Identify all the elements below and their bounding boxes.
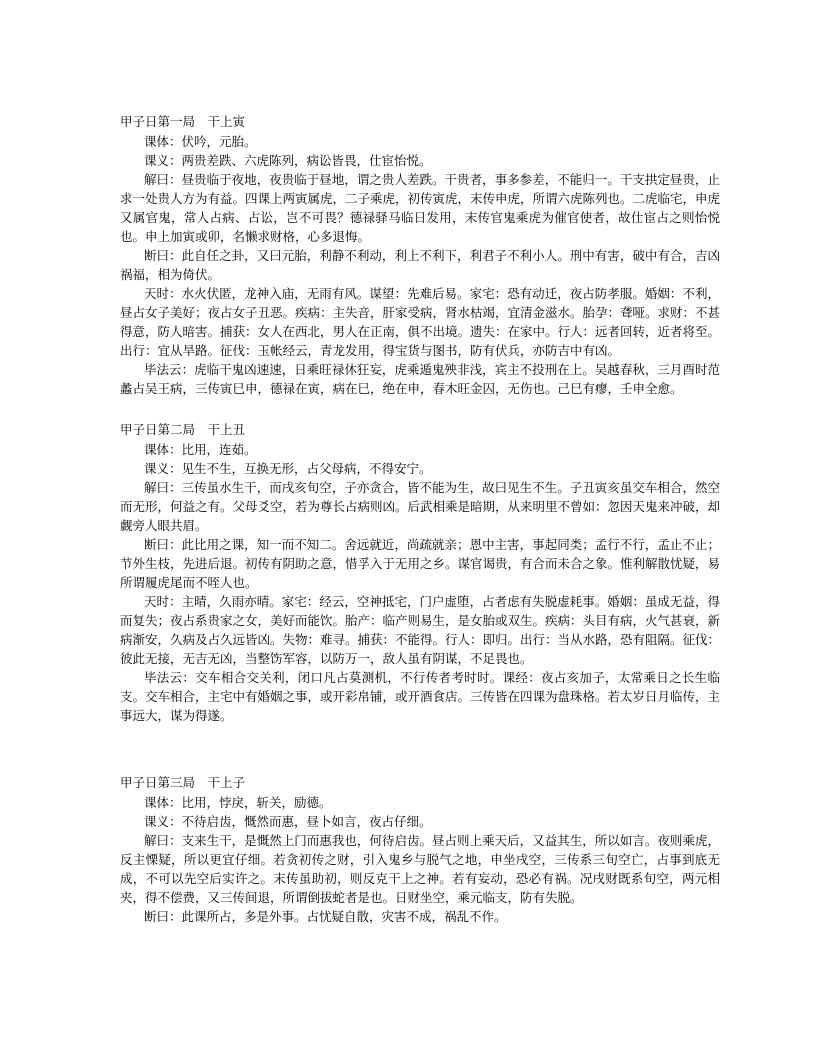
section-2-title: 甲子日第二局 干上丑 [120, 422, 246, 437]
section-2-para-1: 课体：比用，连茹。 [144, 442, 257, 457]
section-3-title: 甲子日第三局 干上子 [120, 775, 246, 790]
section-3 [120, 773, 720, 926]
section-3-para-1: 课体：比用，悖戾，斩关，励德。 [144, 795, 332, 810]
section-3-para-3: 解曰：支来生干，是慨然上门而惠我也，何待启齿。昼占则上乘天后，又益其生，所以如言。夜则乘虎，反主慄疑，所以更宜仔细。若贪初传之财，引入鬼乡与脱气之地，申坐戌空，三传系三旬空亡，占事到底无成，不可以先空后实许之。末传虽助初，则反克干上之神。若有妄动，恐必有祸。况戌财既系旬空，两元相夹，得不偿费，又三传间退，所谓倒拔蛇者是也。日财坐空，乘元临支，防有失脱。 [120, 833, 720, 905]
section-2-para-2: 课义：见生不生，互换无形，占父母病，不得安宁。 [144, 461, 432, 476]
section-1-para-5: 天时：水火伏匿，龙神入庙，无雨有风。谋望：先难后易。家宅：恐有动迁，夜占防孝服。婚姻：不利，昼占女子美好；夜占女子丑恶。疾病：主失音，肝家受病，肾水枯竭，宜清金滋水。胎孕：聋哑。求财：不甚得意，防人暗害。捕获：女人在西北，男人在正南，俱不出境。遗失：在家中。行人：远者回转，近者将至。出行：宜从旱路。征伐：玉帐经云，青龙发用，得宝货与图书，防有伏兵，亦防吉中有凶。 [120, 286, 721, 358]
section-3-para-4: 断曰：此课所占，多是外事。占忧疑自散，灾害不成，祸乱不作。 [144, 909, 507, 924]
section-1-title: 甲子日第一局 干上寅 [120, 114, 246, 129]
section-1-para-6: 毕法云：虎临干鬼凶速速，日乘旺禄休狂妄，虎乘遁鬼殃非浅，宾主不投刑在上。吴越春秋，三月酉时范蠡占吴王病，三传寅巳申，德禄在寅，病在巳，绝在申，春木旺金囚，无伤也。己巳有瘳，壬申全愈。 [120, 362, 720, 396]
section-gap [120, 747, 720, 773]
section-1-para-4: 断曰：此自任之卦，又曰元胎，利静不利动，利上不利下，利君子不利小人。刑中有害，破中有合，吉凶祸福，相为倚伏。 [120, 248, 720, 282]
section-1-para-1: 课体：伏吟，元胎。 [144, 134, 257, 149]
section-3-para-2: 课义：不待启齿，慨然而惠，昼卜如言，夜占仔细。 [144, 814, 432, 829]
section-1-para-3: 解曰：昼贵临于夜地，夜贵临于昼地，谓之贵人差跌。干贵者，事多参差，不能归一。干支拱定昼贵，止求一处贵人方为有益。四课上两寅属虎，二子乘虎，初传寅虎，末传申虎，所谓六虎陈列也。二虎临宅，申虎又属官鬼，常人占病、占讼，岂不可畏？德禄驿马临日发用，末传官鬼乘虎为催官使者，故仕宦占之则怡悦也。申上加寅或卯，名懒求财格，心多退悔。 [120, 172, 721, 244]
section-2 [120, 420, 720, 725]
section-2-para-3: 解曰：三传虽水生干，而戌亥旬空，子亦贪合，皆不能为生，故曰见生不生。子丑寅亥虽交车相合，然空而无形，何益之有。父母爻空，若为尊长占病则凶。后武相乘是暗期，从来明里不曾如：忽因天鬼来冲破，却觑旁人眼共眉。 [120, 480, 721, 533]
section-2-para-5: 天时：主晴，久雨亦晴。家宅：经云，空神抵宅，门户虚堕，占者虑有失脱虚耗事。婚姻：虽成无益，得而复失；夜占系贵家之女，美好而能饮。胎产：临产则易生，是女胎或双生。疾病：头目有病，火气甚衰，新病渐安，久病及占久远皆凶。失物：难寻。捕获：不能得。行人：即归。出行：当从水路，恐有阻隔。征伐：彼此无接，无吉无凶，当整饬军容，以防万一，敌人虽有阴谋，不足畏也。 [120, 594, 721, 666]
section-1-para-2: 课义：两贵差跌、六虎陈列，病讼皆畏，仕宦怡悦。 [144, 153, 432, 168]
section-1 [120, 112, 720, 398]
section-2-para-6: 毕法云：交车相合交关利，闭口凡占莫测机，不行传者考时时。课经：夜占亥加子，太常乘日之长生临支。交车相合，主宅中有婚姻之事，或开彩帛铺，或开酒食店。三传皆在四课为盘珠格。若太岁日月临传，主事远大，谋为得遂。 [120, 670, 721, 723]
section-2-para-4: 断曰：此比用之课，知一而不知二。舍远就近，尚疏就亲；恩中主害，事起同类；孟行不行，孟止不止；节外生枝，先进后退。初传有阴助之意，惜孚入于无用之乡。谋官谒贵，有合而未合之象。惟利解散忧疑，易所谓履虎尾而不咥人也。 [120, 537, 721, 590]
